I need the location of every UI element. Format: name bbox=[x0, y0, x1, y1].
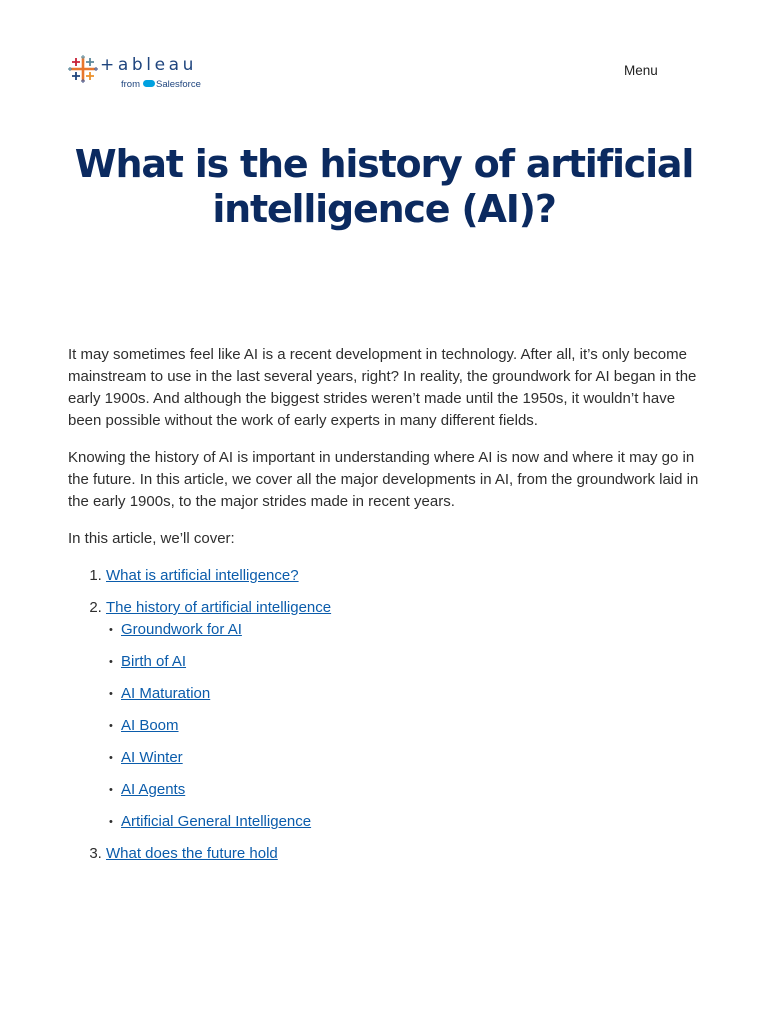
toc-sublist bbox=[106, 619, 702, 833]
page-title: What is the history of artificial intelligence (AI)? bbox=[74, 142, 694, 231]
toc-subitem bbox=[106, 715, 702, 737]
toc-link-agi[interactable]: Artificial General Intelligence bbox=[121, 813, 312, 830]
toc-subitem bbox=[106, 683, 702, 705]
table-of-contents bbox=[68, 565, 702, 865]
toc-item bbox=[106, 565, 702, 587]
toc-link-ai-agents[interactable]: AI Agents bbox=[121, 781, 186, 798]
toc-link-history-of-ai[interactable]: The history of artificial intelligence bbox=[106, 599, 332, 616]
article-body bbox=[68, 344, 702, 875]
from-text: from bbox=[121, 79, 140, 90]
salesforce-cloud-icon bbox=[143, 80, 155, 87]
importance-paragraph: Knowing the history of AI is important in understanding where AI is now and where it may go in the future. In this article, we cover all the major developments in AI, from the groundwork laid in the early 1900s, to the major strides made in recent years. bbox=[68, 449, 699, 510]
site-header bbox=[68, 53, 668, 93]
toc-subitem bbox=[106, 619, 702, 641]
toc-link-birth-of-ai[interactable]: Birth of AI bbox=[121, 653, 187, 670]
tableau-logo[interactable] bbox=[68, 53, 208, 91]
toc-link-future[interactable]: What does the future hold bbox=[106, 845, 278, 862]
toc-link-groundwork[interactable]: Groundwork for AI bbox=[121, 621, 242, 638]
toc-subitem bbox=[106, 779, 702, 801]
toc-item bbox=[106, 843, 702, 865]
toc-subitem bbox=[106, 651, 702, 673]
tableau-plus-cluster-icon bbox=[68, 54, 98, 84]
intro-paragraph: It may sometimes feel like AI is a recent development in technology. After all, it’s only become mainstream to use in the last several years, right? In reality, the groundwork for AI began in the early 1900s. And although the biggest strides weren’t made until the 1950s, it wouldn’t have been possible without the work of early experts in many different fields. bbox=[68, 346, 697, 429]
toc-item bbox=[106, 597, 702, 833]
salesforce-text: Salesforce bbox=[156, 79, 201, 90]
toc-link-ai-maturation[interactable]: AI Maturation bbox=[121, 685, 211, 702]
from-salesforce-tagline bbox=[121, 79, 201, 90]
toc-subitem bbox=[106, 747, 702, 769]
toc-link-ai-winter[interactable]: AI Winter bbox=[121, 749, 183, 766]
toc-lead-in: In this article, we’ll cover: bbox=[68, 530, 235, 547]
toc-link-ai-boom[interactable]: AI Boom bbox=[121, 717, 179, 734]
toc-link-what-is-ai[interactable]: What is artificial intelligence? bbox=[106, 567, 299, 584]
tableau-wordmark: +ableau bbox=[100, 55, 198, 75]
toc-subitem bbox=[106, 811, 702, 833]
menu-button[interactable]: Menu bbox=[624, 63, 658, 78]
